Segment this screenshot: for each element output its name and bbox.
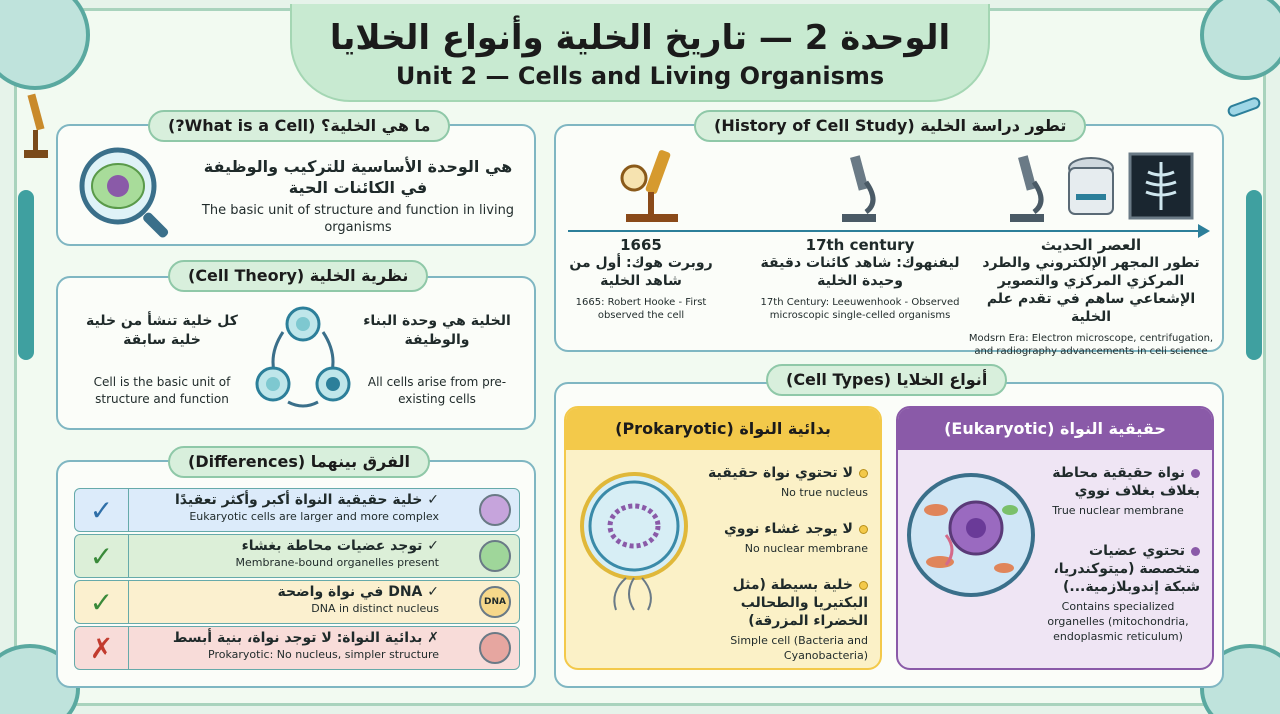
eukaryotic-feature — [1036, 542, 1200, 644]
bullet-dot — [1191, 547, 1200, 556]
title-banner — [290, 4, 990, 102]
page-title-arabic: الوحدة 2 — تاريخ الخلية وأنواع الخلايا — [329, 18, 951, 58]
difference-row — [74, 534, 520, 578]
timeline-description-arabic: روبرت هوك: أول من شاهد الخلية — [569, 255, 713, 289]
x-ray-icon — [1128, 152, 1194, 220]
timeline-description-arabic: تطور المجهر الإلكتروني والطرد المركزي المركزي والتصوير الإشعاعي ساهم في تقدم علم الخلية — [982, 255, 1200, 325]
feature-english: Simple cell (Bacteria and Cyanobacteria) — [730, 634, 868, 662]
difference-text — [135, 630, 439, 661]
difference-arabic: ✓ خلية حقيقية النواة أكبر وأكثر تعقيدًا — [174, 492, 439, 508]
dna-icon-label: DNA — [484, 597, 506, 607]
eukaryotic-title: حقيقية النواة (Eukaryotic) — [898, 408, 1212, 450]
difference-english: DNA in distinct nucleus — [311, 602, 439, 615]
page-title-english: Unit 2 — Cells and Living Organisms — [395, 62, 885, 90]
cell-types-heading: أنواع الخلايا (Cell Types) — [766, 364, 1007, 396]
difference-text — [135, 584, 439, 615]
feature-english: No nuclear membrane — [744, 542, 868, 555]
timeline-description-arabic: ليفنهوك: شاهد كائنات دقيقة وحيدة الخلية — [760, 255, 960, 289]
difference-text — [135, 538, 439, 569]
what-is-cell-heading: ما هي الخلية؟ (What is a Cell?) — [148, 110, 450, 142]
magnifier-cell-icon — [76, 144, 176, 244]
cell-definition-arabic: هي الوحدة الأساسية للتركيب والوظيفة في الكائنات الحية — [203, 157, 513, 197]
cell-theory-panel — [56, 276, 536, 430]
difference-arabic: ✓ DNA في نواة واضحة — [277, 584, 439, 600]
hooke-microscope-icon — [616, 144, 686, 224]
bacterium-illustration — [574, 464, 694, 614]
prokaryotic-feature — [696, 576, 868, 663]
check-mark-icon: ✓ — [75, 581, 129, 623]
eukaryotic-cell-illustration — [906, 470, 1036, 600]
check-mark-icon: ✓ — [75, 535, 129, 577]
cell-cycle-diagram — [253, 302, 353, 412]
feature-arabic: خلية بسيطة (مثل البكتيريا والطحالب الخضراء المزرقة) — [732, 577, 868, 629]
feature-arabic: لا تحتوي نواة حقيقية — [696, 464, 868, 482]
prokaryotic-feature — [696, 464, 868, 500]
cell-definition-english: The basic unit of structure and function in living organisms — [201, 203, 515, 235]
timeline-description-english: Modsrn Era: Electron microscope, centrifugation, and radiography advancements in celi science — [968, 333, 1214, 357]
difference-arabic: ✗ بدائية النواة: لا توجد نواة، بنية أبسط — [172, 630, 439, 646]
feature-arabic: نواة حقيقية محاطة بغلاف بغلاف نووي — [1052, 465, 1200, 499]
feature-english: True nuclear membrane — [1052, 504, 1184, 517]
check-mark-icon: ✓ — [75, 489, 129, 531]
timeline-event — [750, 236, 970, 322]
timeline-description-english: 17th Century: Leeuwenhook - Observed microscopic single-celled organisms — [760, 297, 960, 321]
feature-english: Contains specialized organelles (mitochondria, endoplasmic reticulum) — [1047, 600, 1189, 643]
bullet-dot — [859, 581, 868, 590]
difference-english: Membrane-bound organelles present — [235, 556, 439, 569]
timeline-event — [566, 236, 716, 322]
timeline-event — [966, 236, 1216, 358]
what-is-cell-panel — [56, 124, 536, 246]
microscope-icon — [1004, 152, 1050, 224]
difference-row — [74, 488, 520, 532]
feature-arabic: لا يوجد غشاء نووي — [696, 520, 868, 538]
eukaryotic-card — [896, 406, 1214, 670]
history-heading: تطور دراسة الخلية (History of Cell Study) — [694, 110, 1086, 142]
timeline-date: 17th century — [805, 236, 915, 254]
cell-theory-heading: نظرية الخلية (Cell Theory) — [168, 260, 428, 292]
difference-arabic: ✓ توجد عضيات محاطة بغشاء — [241, 538, 439, 554]
timeline-date: 1665 — [620, 236, 662, 254]
theory-statement-right-english: All cells arise from pre-existing cells — [367, 375, 507, 406]
cross-mark-icon: ✗ — [75, 627, 129, 669]
microscope-icon — [18, 90, 52, 170]
difference-text — [135, 492, 439, 523]
timeline-line — [568, 230, 1200, 232]
theory-statement-left-arabic: كل خلية تنشأ من خلية خلية سابقة — [86, 313, 238, 348]
organelle-icon — [479, 586, 511, 618]
difference-row — [74, 580, 520, 624]
difference-row — [74, 626, 520, 670]
eukaryotic-feature — [1036, 464, 1200, 518]
right-side-bar — [1246, 190, 1262, 360]
theory-statement-left-english: Cell is the basic unit of structure and function — [93, 375, 231, 406]
organelle-icon — [479, 632, 511, 664]
bullet-dot — [859, 469, 868, 478]
differences-heading: الفرق بينهما (Differences) — [168, 446, 430, 478]
bullet-dot — [859, 525, 868, 534]
difference-english: Prokaryotic: No nucleus, simpler structure — [208, 648, 439, 661]
centrifuge-icon — [1066, 154, 1116, 222]
prokaryotic-feature — [696, 520, 868, 556]
organelle-icon — [479, 540, 511, 572]
timeline-description-english: 1665: Robert Hooke - First observed the cell — [575, 297, 707, 321]
feature-arabic: تحتوي عضيات متخصصة (ميتوكندريا، شبكة إندوبلازمية...) — [1053, 543, 1200, 595]
theory-statement-right-arabic: الخلية هي وحدة البناء والوظيفة — [363, 313, 511, 348]
timeline-date: العصر الحديث — [1040, 236, 1142, 254]
organelle-icon — [479, 494, 511, 526]
left-side-bar — [18, 190, 34, 360]
test-tube-icon — [1224, 92, 1264, 122]
difference-english: Eukaryotic cells are larger and more complex — [189, 510, 439, 523]
prokaryotic-title: بدائية النواة (Prokaryotic) — [566, 408, 880, 450]
bullet-dot — [1191, 469, 1200, 478]
microscope-icon — [836, 152, 882, 224]
feature-english: No true nucleus — [780, 486, 868, 499]
prokaryotic-card — [564, 406, 882, 670]
